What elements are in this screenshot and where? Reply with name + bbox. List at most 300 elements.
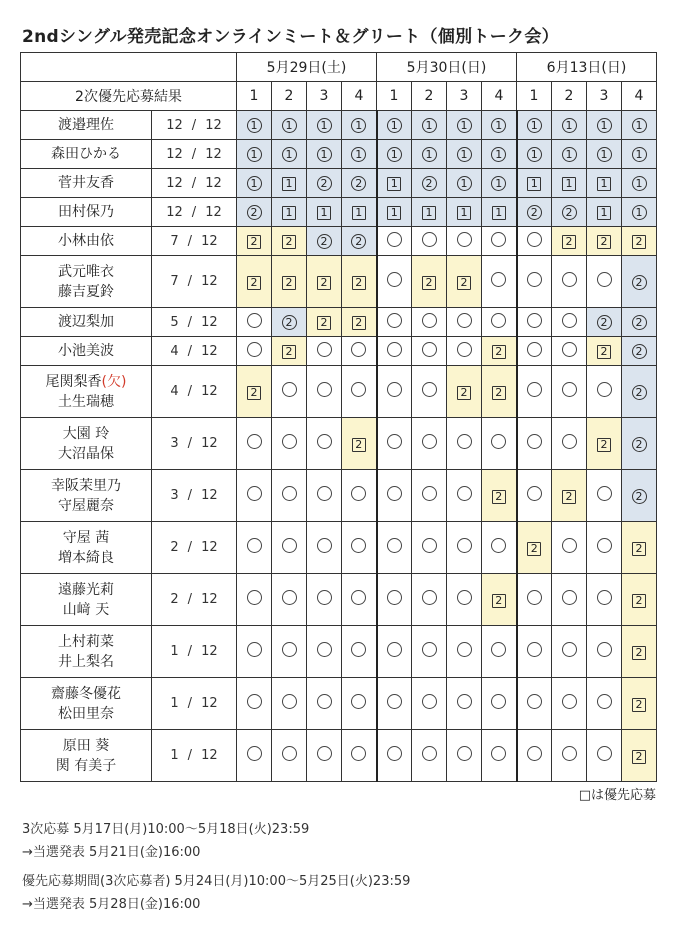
slot-cell-won [482, 574, 517, 626]
member-names [21, 522, 152, 574]
slot-cell-empty [377, 574, 412, 626]
slot-cell-won [482, 470, 517, 522]
slot-cell-won [622, 522, 657, 574]
slot-cell-empty [517, 308, 552, 337]
circled-number-icon: 2 [632, 275, 647, 290]
boxed-number-icon: 1 [597, 206, 611, 220]
empty-circle-icon [422, 342, 437, 357]
slot-cell-won [622, 730, 657, 782]
slot-cell-won [552, 470, 587, 522]
slot-cell-empty [412, 308, 447, 337]
win-count-value: 7 [170, 233, 179, 249]
member-name-text: 土生瑞穂 [58, 393, 114, 410]
boxed-number-icon: 2 [317, 276, 331, 290]
win-count-total: 12 [201, 343, 218, 359]
slot-cell-won [412, 256, 447, 308]
count-separator: / [187, 314, 193, 330]
member-name [21, 372, 151, 392]
boxed-number-icon: 1 [422, 206, 436, 220]
member-name [21, 144, 151, 164]
result-table [20, 52, 657, 782]
empty-circle-icon [527, 486, 542, 501]
empty-circle-icon [387, 342, 402, 357]
slot-cell-won [622, 626, 657, 678]
slot-cell-empty [447, 730, 482, 782]
win-count-total: 12 [201, 314, 218, 330]
empty-circle-icon [597, 272, 612, 287]
slot-cell-empty [377, 337, 412, 366]
member-name [21, 202, 151, 222]
count-separator: / [187, 644, 193, 659]
win-count [152, 574, 237, 626]
empty-circle-icon [282, 642, 297, 657]
member-name-text: 守屋 茜 [62, 529, 110, 546]
member-names [21, 366, 152, 418]
win-count-value: 2 [170, 540, 179, 555]
slot-cell-won [447, 256, 482, 308]
win-count-value: 3 [170, 436, 179, 451]
circled-number-icon: 1 [247, 176, 262, 191]
circled-number-icon: 2 [351, 176, 366, 191]
member-name [21, 341, 151, 361]
slot-cell-won [237, 140, 272, 169]
slot-cell-empty [272, 366, 307, 418]
slot-cell-won [622, 169, 657, 198]
slot-cell-empty [237, 574, 272, 626]
slot-cell-won [307, 308, 342, 337]
slot-cell-won [237, 198, 272, 227]
member-name-text: 原田 葵 [62, 737, 110, 754]
table-row [21, 730, 657, 782]
win-count-total: 12 [201, 233, 218, 249]
table-row [21, 111, 657, 140]
slot-cell-empty [272, 626, 307, 678]
part-header: 3 [307, 82, 342, 111]
slot-cell-empty [412, 730, 447, 782]
win-count-value: 12 [166, 204, 183, 220]
boxed-number-icon: 2 [632, 646, 646, 660]
circled-number-icon: 1 [351, 147, 366, 162]
slot-cell-won [272, 198, 307, 227]
circled-number-icon: 2 [632, 344, 647, 359]
slot-cell-won [272, 256, 307, 308]
empty-circle-icon [282, 694, 297, 709]
member-name-text: 大園 玲 [62, 425, 110, 442]
slot-cell-empty [447, 522, 482, 574]
circled-number-icon: 1 [491, 118, 506, 133]
slot-cell-won [272, 308, 307, 337]
absent-mark: (欠) [101, 373, 127, 390]
slot-cell-empty [307, 522, 342, 574]
member-name-text: 山﨑 天 [62, 601, 110, 618]
table-row [21, 574, 657, 626]
slot-cell-empty [482, 256, 517, 308]
empty-circle-icon [527, 746, 542, 761]
member-name-text: 田村保乃 [58, 204, 114, 220]
win-count [152, 418, 237, 470]
win-count [152, 337, 237, 366]
slot-cell-empty [377, 256, 412, 308]
slot-cell-empty [342, 626, 377, 678]
win-count-total: 12 [201, 592, 218, 607]
win-count [152, 140, 237, 169]
circled-number-icon: 1 [351, 118, 366, 133]
part-header: 2 [272, 82, 307, 111]
boxed-number-icon: 2 [317, 316, 331, 330]
boxed-number-icon: 2 [422, 276, 436, 290]
member-name [21, 476, 151, 496]
slot-cell-empty [587, 678, 622, 730]
table-row [21, 198, 657, 227]
slot-cell-empty [552, 626, 587, 678]
circled-number-icon: 1 [317, 118, 332, 133]
slot-cell-won [587, 337, 622, 366]
boxed-number-icon: 2 [457, 386, 471, 400]
slot-cell-empty [272, 418, 307, 470]
circled-number-icon: 2 [632, 489, 647, 504]
slot-cell-won [342, 198, 377, 227]
empty-circle-icon [317, 590, 332, 605]
empty-circle-icon [457, 642, 472, 657]
win-count [152, 169, 237, 198]
circled-number-icon: 2 [632, 315, 647, 330]
member-name [21, 632, 151, 652]
slot-cell-won [447, 366, 482, 418]
slot-cell-won [482, 198, 517, 227]
slot-cell-empty [237, 418, 272, 470]
slot-cell-empty [517, 626, 552, 678]
circled-number-icon: 1 [282, 147, 297, 162]
member-names [21, 111, 152, 140]
circled-number-icon: 1 [387, 118, 402, 133]
win-count [152, 626, 237, 678]
slot-cell-empty [237, 626, 272, 678]
win-count-value: 1 [170, 748, 179, 763]
slot-cell-won [517, 522, 552, 574]
win-count-total: 12 [201, 644, 218, 659]
slot-cell-won [342, 308, 377, 337]
slot-cell-won [342, 418, 377, 470]
empty-circle-icon [247, 538, 262, 553]
slot-cell-empty [307, 366, 342, 418]
slot-cell-won [307, 111, 342, 140]
member-name [21, 580, 151, 600]
empty-circle-icon [457, 434, 472, 449]
empty-circle-icon [317, 746, 332, 761]
slot-cell-empty [342, 522, 377, 574]
circled-number-icon: 1 [527, 118, 542, 133]
boxed-number-icon: 1 [527, 177, 541, 191]
slot-cell-won [307, 227, 342, 256]
win-count-value: 3 [170, 488, 179, 503]
slot-cell-empty [587, 256, 622, 308]
empty-circle-icon [597, 590, 612, 605]
boxed-number-icon: 2 [247, 276, 261, 290]
slot-cell-empty [517, 227, 552, 256]
empty-circle-icon [247, 342, 262, 357]
member-name [21, 756, 151, 776]
slot-cell-empty [447, 678, 482, 730]
win-count-total: 12 [205, 117, 222, 133]
empty-circle-icon [457, 486, 472, 501]
empty-circle-icon [351, 538, 366, 553]
empty-circle-icon [562, 434, 577, 449]
slot-cell-empty [447, 626, 482, 678]
empty-circle-icon [247, 746, 262, 761]
boxed-number-icon: 2 [352, 438, 366, 452]
table-row [21, 227, 657, 256]
member-name [21, 173, 151, 193]
slot-cell-won [447, 198, 482, 227]
table-row [21, 140, 657, 169]
empty-circle-icon [422, 434, 437, 449]
circled-number-icon: 2 [422, 176, 437, 191]
slot-cell-won [237, 227, 272, 256]
empty-circle-icon [527, 590, 542, 605]
member-names [21, 308, 152, 337]
empty-circle-icon [422, 313, 437, 328]
circled-number-icon: 2 [562, 205, 577, 220]
win-count-value: 5 [170, 314, 179, 330]
boxed-number-icon: 2 [247, 386, 261, 400]
boxed-number-icon: 1 [457, 206, 471, 220]
slot-cell-empty [517, 678, 552, 730]
note-line: 優先応募期間(3次応募者) 5月24日(月)10:00～5月25日(火)23:59 [22, 874, 411, 889]
empty-circle-icon [351, 746, 366, 761]
slot-cell-won [587, 111, 622, 140]
slot-cell-won [342, 256, 377, 308]
boxed-number-icon: 1 [282, 177, 296, 191]
slot-cell-won [482, 337, 517, 366]
empty-circle-icon [422, 382, 437, 397]
win-count-value: 12 [166, 117, 183, 133]
win-count-value: 7 [170, 274, 179, 289]
empty-circle-icon [247, 694, 262, 709]
member-names [21, 227, 152, 256]
boxed-number-icon: 2 [282, 276, 296, 290]
slot-cell-empty [552, 678, 587, 730]
empty-circle-icon [491, 232, 506, 247]
empty-circle-icon [491, 642, 506, 657]
empty-circle-icon [387, 694, 402, 709]
slot-cell-empty [342, 337, 377, 366]
slot-cell-empty [587, 366, 622, 418]
win-count [152, 678, 237, 730]
slot-cell-empty [552, 418, 587, 470]
empty-circle-icon [247, 486, 262, 501]
slot-cell-won [552, 227, 587, 256]
circled-number-icon: 2 [632, 437, 647, 452]
empty-circle-icon [457, 538, 472, 553]
circled-number-icon: 1 [317, 147, 332, 162]
empty-circle-icon [317, 694, 332, 709]
member-name [21, 282, 151, 302]
slot-cell-empty [272, 730, 307, 782]
boxed-number-icon: 2 [632, 698, 646, 712]
slot-cell-won [552, 169, 587, 198]
slot-cell-empty [377, 366, 412, 418]
count-separator: / [191, 117, 197, 133]
member-name-text: 上村莉菜 [58, 633, 114, 650]
empty-circle-icon [282, 590, 297, 605]
member-name [21, 736, 151, 756]
slot-cell-won [482, 366, 517, 418]
member-name-text: 小池美波 [58, 343, 114, 359]
part-header: 1 [517, 82, 552, 111]
circled-number-icon: 1 [387, 147, 402, 162]
slot-cell-won [307, 198, 342, 227]
slot-cell-won [622, 111, 657, 140]
member-name-text: 小林由依 [58, 233, 114, 249]
slot-cell-empty [237, 470, 272, 522]
member-name [21, 684, 151, 704]
slot-cell-won [517, 111, 552, 140]
slot-cell-won [447, 140, 482, 169]
circled-number-icon: 1 [491, 176, 506, 191]
slot-cell-won [272, 227, 307, 256]
slot-cell-won [622, 337, 657, 366]
empty-circle-icon [527, 434, 542, 449]
slot-cell-empty [377, 470, 412, 522]
slot-cell-won [587, 227, 622, 256]
slot-cell-won [447, 111, 482, 140]
count-separator: / [187, 540, 193, 555]
slot-cell-won [587, 198, 622, 227]
slot-cell-empty [552, 522, 587, 574]
empty-circle-icon [457, 342, 472, 357]
empty-circle-icon [422, 590, 437, 605]
circled-number-icon: 2 [317, 176, 332, 191]
empty-circle-icon [387, 642, 402, 657]
member-names [21, 574, 152, 626]
boxed-number-icon: 2 [632, 750, 646, 764]
slot-cell-empty [412, 470, 447, 522]
empty-circle-icon [562, 642, 577, 657]
win-count-value: 2 [170, 592, 179, 607]
boxed-number-icon: 1 [282, 206, 296, 220]
slot-cell-won [587, 418, 622, 470]
part-header: 3 [447, 82, 482, 111]
member-name-text: 井上梨名 [58, 653, 114, 670]
slot-cell-empty [272, 678, 307, 730]
circled-number-icon: 1 [597, 147, 612, 162]
slot-cell-empty [517, 366, 552, 418]
slot-cell-won [412, 169, 447, 198]
member-name [21, 548, 151, 568]
win-count-value: 12 [166, 175, 183, 191]
empty-circle-icon [527, 382, 542, 397]
empty-circle-icon [457, 313, 472, 328]
slot-cell-empty [587, 574, 622, 626]
circled-number-icon: 2 [351, 234, 366, 249]
slot-cell-empty [447, 470, 482, 522]
slot-cell-empty [307, 678, 342, 730]
empty-circle-icon [387, 272, 402, 287]
slot-cell-empty [377, 730, 412, 782]
boxed-number-icon: 2 [597, 235, 611, 249]
slot-cell-won [552, 111, 587, 140]
circled-number-icon: 1 [247, 147, 262, 162]
date-header-3: 6月13日(日) [517, 53, 657, 82]
slot-cell-empty [237, 522, 272, 574]
empty-circle-icon [247, 590, 262, 605]
slot-cell-empty [412, 626, 447, 678]
empty-circle-icon [527, 342, 542, 357]
slot-cell-won [517, 140, 552, 169]
slot-cell-empty [377, 308, 412, 337]
note-line: →当選発表 5月21日(金)16:00 [22, 845, 201, 860]
boxed-number-icon: 2 [597, 438, 611, 452]
empty-circle-icon [597, 538, 612, 553]
circled-number-icon: 1 [527, 147, 542, 162]
boxed-number-icon: 2 [352, 316, 366, 330]
date-header-2: 5月30日(日) [377, 53, 517, 82]
slot-cell-empty [237, 730, 272, 782]
slot-cell-empty [307, 574, 342, 626]
boxed-number-icon: 1 [387, 177, 401, 191]
member-name-text: 関 有美子 [55, 757, 117, 774]
circled-number-icon: 2 [247, 205, 262, 220]
member-name-text: 森田ひかる [51, 146, 121, 162]
slot-cell-won [237, 111, 272, 140]
slot-cell-won [447, 169, 482, 198]
win-count-total: 12 [201, 748, 218, 763]
slot-cell-empty [482, 308, 517, 337]
empty-circle-icon [247, 642, 262, 657]
empty-circle-icon [491, 434, 506, 449]
circled-number-icon: 1 [282, 118, 297, 133]
slot-cell-empty [342, 678, 377, 730]
slot-cell-empty [482, 626, 517, 678]
empty-circle-icon [282, 538, 297, 553]
empty-circle-icon [282, 382, 297, 397]
slot-cell-empty [447, 574, 482, 626]
empty-circle-icon [597, 694, 612, 709]
part-header: 3 [587, 82, 622, 111]
table-row [21, 308, 657, 337]
win-count-total: 12 [201, 436, 218, 451]
slot-cell-empty [517, 470, 552, 522]
empty-circle-icon [387, 382, 402, 397]
win-count-total: 12 [205, 204, 222, 220]
count-separator: / [187, 748, 193, 763]
table-row [21, 337, 657, 366]
win-count-total: 12 [201, 274, 218, 289]
slot-cell-won [377, 111, 412, 140]
slot-cell-won [237, 169, 272, 198]
boxed-number-icon: 2 [352, 276, 366, 290]
count-separator: / [187, 384, 193, 399]
table-row [21, 169, 657, 198]
slot-cell-empty [552, 256, 587, 308]
empty-circle-icon [351, 342, 366, 357]
boxed-number-icon: 1 [597, 177, 611, 191]
slot-cell-won [587, 140, 622, 169]
member-name [21, 424, 151, 444]
empty-circle-icon [491, 313, 506, 328]
circled-number-icon: 1 [632, 147, 647, 162]
member-names [21, 470, 152, 522]
empty-circle-icon [387, 746, 402, 761]
result-label: 2次優先応募結果 [21, 82, 237, 111]
member-name-text: 増本綺良 [58, 549, 114, 566]
slot-cell-empty [342, 366, 377, 418]
slot-cell-won [377, 140, 412, 169]
boxed-number-icon: 2 [632, 542, 646, 556]
slot-cell-won [272, 337, 307, 366]
slot-cell-empty [412, 337, 447, 366]
count-separator: / [191, 204, 197, 220]
